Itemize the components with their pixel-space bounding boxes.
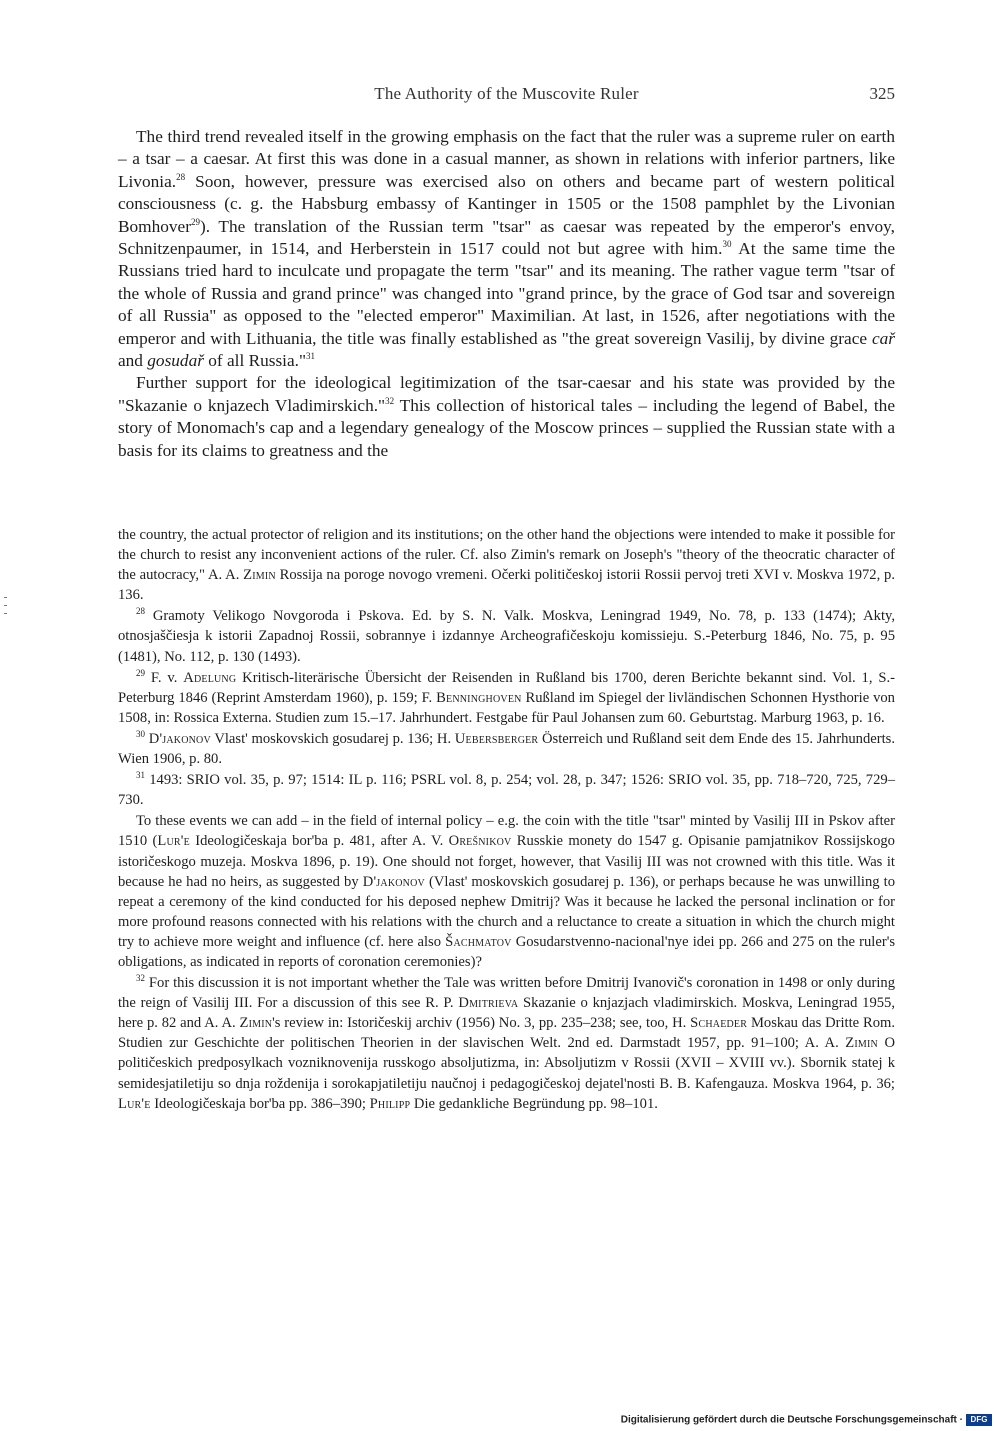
running-header	[118, 84, 895, 108]
footnote-number: 30	[136, 729, 145, 740]
scan-mark	[4, 613, 7, 614]
paragraph: Further support for the ideological legitimization of the tsar-caesar and his state was provided by the "Skazanie o knjazech Vladimirskich."$^{32}$ This collection of historical tales – including the legend of Babel, the story of Monomach's cap and a legendary genealogy of the Moscow princes – supplied the Russian state with a basis for its claims to greatness and the	[118, 373, 895, 460]
author-name: Uebersberger	[454, 730, 539, 747]
author-name: Philipp	[369, 1095, 411, 1112]
footnote-ref[interactable]: 30	[722, 239, 732, 250]
running-title: The Authority of the Muscovite Ruler	[374, 84, 639, 103]
author-name: Orešnikov	[448, 833, 512, 850]
author-name: Adelung	[183, 669, 237, 686]
scan-mark	[4, 605, 7, 606]
italic-term: gosudař	[147, 351, 204, 371]
author-name: Lur'e	[118, 1095, 151, 1112]
author-name: Schaeder	[690, 1015, 748, 1032]
footnote-continuation: the country, the actual protector of religion and its institutions; on the other hand the objections were intended to make it possible for the church to resist any inconvenient actions of the ruler. Cf. also Zimin's remark on Joseph's "theory of the theocratic character of the autocracy," A. A. Zimin Rossija na poroge novogo vremeni. Očerki političeskoj istorii Rossii pervoj treti XVI v. Moskva 1972, p. 136.	[118, 527, 895, 604]
main-text	[118, 126, 895, 462]
author-name: D'jakonov	[362, 873, 425, 890]
footnote-31-commentary: To these events we can add – in the field of internal policy – e.g. the coin with the title "tsar" minted by Vasilij III in Pskov after 1510 (Lur'e Ideologičeskaja bor'ba p. 481, after A. V. Orešnikov Russkie monety do 1547 g. Opisanie pamjatnikov Rossijskogo istoričeskogo muzeja. Moskva 1896, p. 19). One should not forget, however, that Vasilij III was not crowned with this title. Was it because he had no heirs, as suggested by D'jakonov (Vlast' moskovskich gosudarej p. 136), or perhaps because he was unwilling to repeat a ceremony of the kind conducted for his deposed nephew Dmitrij? Was it because he lacked the personal inclination or for more profound reasons connected with his relations with the church and a reluctance to create a situation in which the church might try to achieve more weight and influence (cf. here also Šachmatov Gosudarstvenno-nacional'nye idei pp. 266 and 275 on the ruler's obligations, as indicated in reports of coronation ceremonies)?	[118, 813, 896, 970]
digitization-footer	[621, 1414, 992, 1426]
footnote-30: $^{30}$ D'jakonov Vlast' moskovskich gosudarej p. 136; H. Uebersberger Österreich und Rußland seit dem Ende des 15. Jahrhunderts. Wien 1906, p. 80.	[118, 729, 895, 768]
author-name: Zimin	[243, 567, 276, 584]
footnote-number: 31	[136, 770, 145, 781]
scan-mark	[4, 597, 7, 598]
footnote-28: $^{28}$ Gramoty Velikogo Novgoroda i Pskova. Ed. by S. N. Valk. Moskva, Leningrad 1949, No. 78, p. 133 (1474); Akty, otnosjaščiesja k istorii Zapadnoj Rossii, sobrannye i izdannye Archeografičeskoju komissieju. S.-Peterburg 1846, No. 75, p. 95 (1481), No. 112, p. 130 (1493).	[118, 606, 895, 665]
footnote-31: $^{31}$ 1493: SRIO vol. 35, p. 97; 1514: IL p. 116; PSRL vol. 8, p. 254; vol. 28, p. 347; 1526: SRIO vol. 35, pp. 718–720, 725, 729–730.	[118, 770, 895, 809]
author-name: Dmitrieva	[458, 995, 519, 1012]
footnote-32: $^{32}$ For this discussion it is not important whether the Tale was written before Dmitrij Ivanovič's coronation in 1498 or only during the reign of Vasilij III. For a discussion of this see R. P. Dmitrieva Skazanie o knjazjach vladimirskich. Moskva, Leningrad 1955, here p. 82 and A. A. Zimin's review in: Istoričeskij archiv (1956) No. 3, pp. 235–238; see, too, H. Schaeder Moskau das Dritte Rom. Studien zur Geschichte der politischen Theorien in der slavischen Welt. 2nd ed. Darmstadt 1957, pp. 91–100; A. A. Zimin O političeskich predposylkach vozniknovenija russkogo absoljutizma, in: Absoljutizm v Rossii (XVII – XVIII vv.). Sbornik statej k semidesjatiletiju so dnja roždenija i sorokapjatiletiju naučnoj i pedagogičeskoj dejatel'nosti B. B. Kafengauza. Moskva 1964, p. 36; Lur'e Ideologičeskaja bor'ba pp. 386–390; Philipp Die gedankliche Begründung pp. 98–101.	[118, 973, 895, 1112]
author-name: Benninghoven	[436, 689, 522, 706]
author-name: Zimin	[239, 1015, 273, 1032]
author-name: Šachmatov	[445, 933, 512, 950]
author-name: Lur'e	[157, 833, 190, 850]
footnote-ref[interactable]: 31	[306, 351, 316, 362]
author-name: Zimin	[845, 1035, 878, 1052]
footnote-number: 32	[136, 973, 145, 984]
footnote-number: 29	[136, 667, 145, 678]
footnote-ref[interactable]: 28	[176, 172, 186, 183]
footnotes	[118, 525, 895, 1115]
italic-term: cař	[871, 328, 895, 348]
page-number: 325	[869, 84, 895, 103]
paragraph: The third trend revealed itself in the growing emphasis on the fact that the ruler was a supreme ruler on earth – a tsar – a caesar. At first this was done in a casual manner, as shown in relations with inferior partners, like Livonia.$^{28}$ Soon, however, pressure was exercised also on others and became part of western political consciousness (c. g. the Habsburg embassy of Kantinger in 1505 or the 1508 pamphlet by the Livonian Bomhover$^{29}$). The translation of the Russian term "tsar" as caesar was repeated by the emperor's envoy, Schnitzenpaumer, in 1514, and Herberstein in 1517 could not but agree with him.$^{30}$ At the same time the Russians tried hard to inculcate und propagate the term "tsar" and its meaning. The rather vague term "tsar of the whole of Russia and grand prince" was changed into "grand prince, by the grace of God tsar and sovereign of all Russia" as opposed to the "elected emperor" Maximilian. At last, in 1526, after negotiations with the emperor and with Lithuania, the title was finally established as "the great sovereign Vasilij, by divine grace cař and gosudař of all Russia."$^{31}$	[118, 127, 895, 371]
dfg-logo: DFG	[966, 1414, 992, 1426]
footnote-number: 28	[136, 606, 145, 617]
footnote-ref[interactable]: 29	[190, 216, 200, 227]
footnote-29: $^{29}$ F. v. Adelung Kritisch-literärische Übersicht der Reisenden in Rußland bis 1700, deren Berichte bekannt sind. Vol. 1, S.-Peterburg 1846 (Reprint Amsterdam 1960), p. 159; F. Benninghoven Rußland im Spiegel der livländischen Schonnen Hysthorie von 1508, in: Rossica Externa. Studien zum 15.–17. Jahrhundert. Festgabe für Paul Johansen zum 60. Geburtstag. Marburg 1963, p. 16.	[118, 667, 895, 726]
footer-text: Digitalisierung gefördert durch die Deutsche Forschungsgemeinschaft ·	[620, 1414, 963, 1426]
footnote-ref[interactable]: 32	[385, 396, 395, 407]
author-name: D'jakonov	[148, 730, 211, 747]
